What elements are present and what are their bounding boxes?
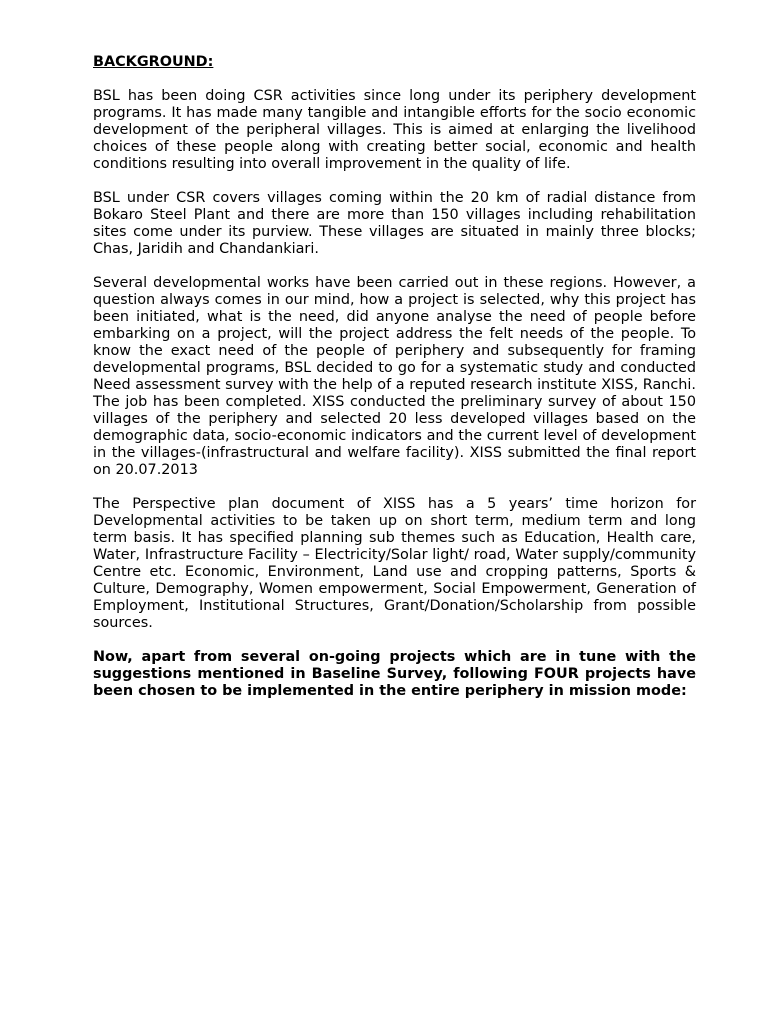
paragraph-need-assessment: Several developmental works have been carried out in these regions. However, a question always comes in our mind, how a project is selected, why this project has been initiated, what is the need, did anyone analyse the need of people before embarking on a project, will the project address the felt needs of the people. To know the exact need of the people of periphery and subsequently for framing developmental programs, BSL decided to go for a systematic study and conducted Need assessment survey with the help of a reputed research institute XISS, Ranchi. The job has been completed. XISS conducted the preliminary survey of about 150 villages of the periphery and selected 20 less developed villages based on the demographic data, socio-economic indicators and the current level of development in the villages-(infrastructural and welfare facility). XISS submitted the final report on 20.07.2013 — [93, 275, 696, 478]
paragraph-perspective-plan: The Perspective plan document of XISS has a 5 years’ time horizon for Developmental activities to be taken up on short term, medium term and long term basis. It has specified planning sub themes such as Education, Health care, Water, Infrastructure Facility – Electricity/Solar light/ road, Water supply/community Centre etc. Economic, Environment, Land use and cropping patterns, Sports & Culture, Demography, Women empowerment, Social Empowerment, Generation of Employment, Institutional Structures, Grant/Donation/Scholarship from possible sources. — [93, 496, 696, 631]
section-heading: BACKGROUND: — [93, 54, 214, 70]
paragraph-coverage-area: BSL under CSR covers villages coming within the 20 km of radial distance from Bokaro Steel Plant and there are more than 150 villages including rehabilitation sites come under its purview. These villages are situated in mainly three blocks; Chas, Jaridih and Chandankiari. — [93, 190, 696, 257]
paragraph-csr-overview: BSL has been doing CSR activities since long under its periphery development programs. It has made many tangible and intangible efforts for the socio economic development of the peripheral villages. This is aimed at enlarging the livelihood choices of these people along with creating better social, economic and health conditions resulting into overall improvement in the quality of life. — [93, 88, 696, 172]
document-page — [93, 54, 696, 717]
paragraph-four-projects: Now, apart from several on-going projects which are in tune with the suggestions mentioned in Baseline Survey, following FOUR projects have been chosen to be implemented in the entire periphery in mission mode: — [93, 649, 696, 699]
